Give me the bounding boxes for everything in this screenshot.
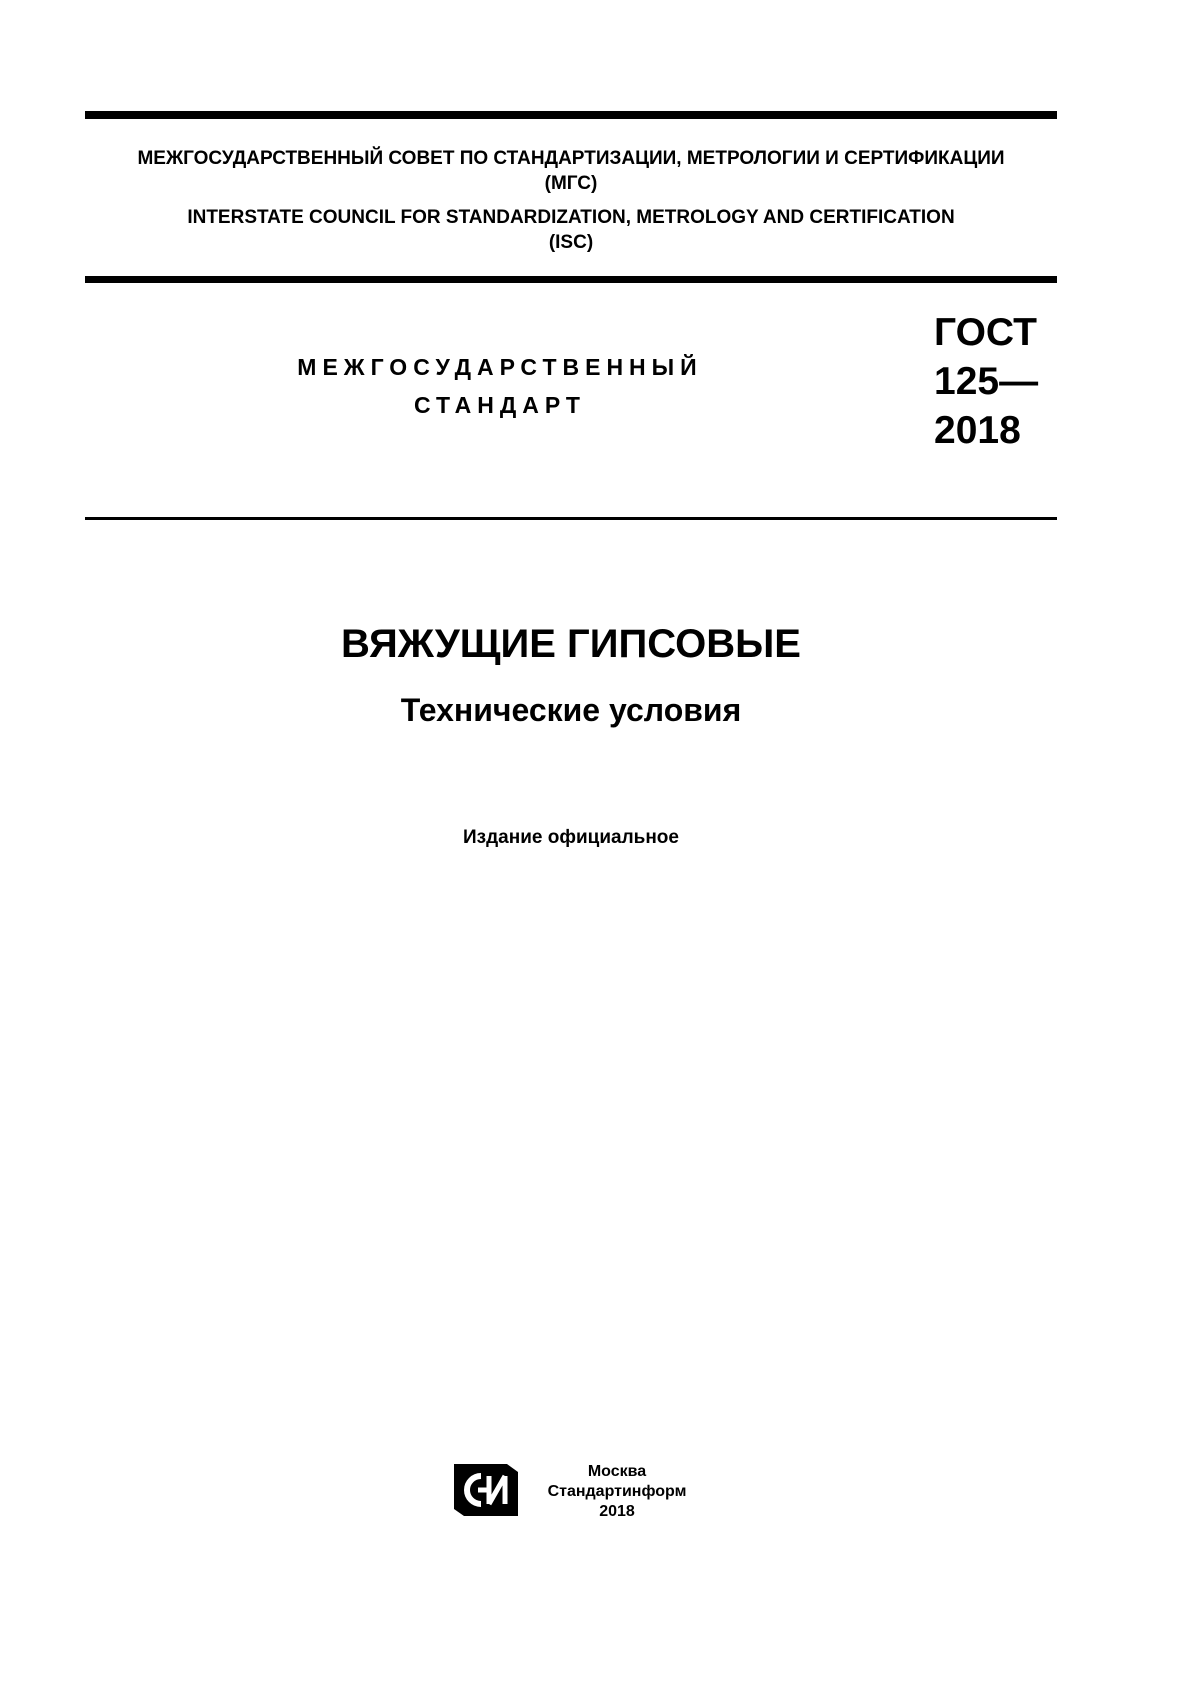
publisher-info bbox=[535, 1462, 699, 1522]
publisher-year: 2018 bbox=[599, 1503, 635, 1520]
council-name-en bbox=[85, 205, 1057, 255]
publisher-city: Москва bbox=[587, 1463, 647, 1480]
council-ru-abbr: (МГС) bbox=[544, 173, 598, 194]
edition-note: Издание официальное bbox=[463, 827, 679, 848]
council-ru-line: МЕЖГОСУДАРСТВЕННЫЙ СОВЕТ ПО СТАНДАРТИЗАЦИИ, МЕТРОЛОГИИ И СЕРТИФИКАЦИИ bbox=[137, 148, 1005, 169]
council-en-line: INTERSTATE COUNCIL FOR STANDARDIZATION, METROLOGY AND CERTIFICATION bbox=[187, 207, 955, 228]
standard-code-number: 125— bbox=[934, 360, 1039, 403]
middle-rule bbox=[85, 276, 1057, 283]
standard-code-prefix: ГОСТ bbox=[934, 311, 1037, 354]
standard-code-year: 2018 bbox=[934, 409, 1021, 452]
standard-type-line2: СТАНДАРТ bbox=[414, 392, 586, 418]
council-en-abbr: (ISC) bbox=[548, 232, 594, 253]
council-name-ru bbox=[85, 146, 1057, 196]
publisher-name: Стандартинформ bbox=[547, 1483, 687, 1500]
standard-type-line1: МЕЖГОСУДАРСТВЕННЫЙ bbox=[297, 354, 703, 380]
standard-type bbox=[250, 348, 750, 424]
lower-rule bbox=[85, 517, 1057, 520]
top-rule bbox=[85, 111, 1057, 119]
document-title: ВЯЖУЩИЕ ГИПСОВЫЕ bbox=[341, 622, 801, 666]
standard-code bbox=[934, 308, 1038, 455]
standartinform-logo-icon bbox=[451, 1462, 521, 1519]
document-subtitle: Технические условия bbox=[400, 692, 742, 728]
